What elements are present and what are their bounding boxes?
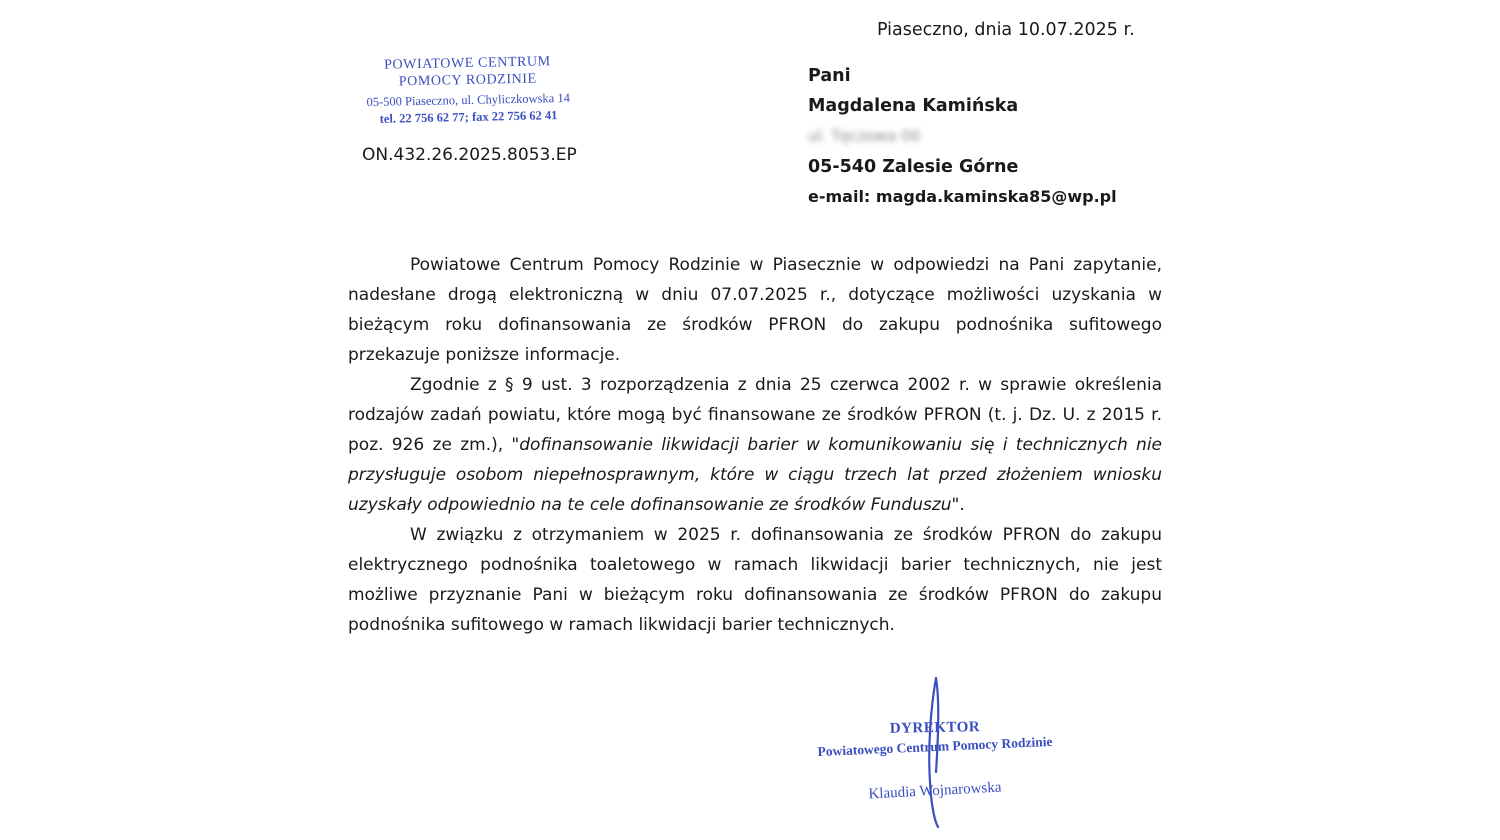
- stamp-line-1: POWIATOWE CENTRUM: [383, 54, 551, 73]
- letter-body: [348, 250, 1162, 640]
- body-paragraph-3: W związku z otrzymaniem w 2025 r. dofinansowania ze środków PFRON do zakupu elektrycznego podnośnika toaletowego w ramach likwidacji barier technicznych, nie jest możliwe przyznanie Pani w bieżącym roku dofinansowania ze środków PFRON do zakupu podnośnika sufitowego w ramach likwidacji barier technicznych.: [348, 525, 1162, 635]
- p2-end: .: [959, 495, 965, 515]
- recipient-email: e-mail: magda.kaminska85@wp.pl: [808, 187, 1117, 206]
- organization-stamp: [342, 52, 593, 128]
- body-paragraph-1: Powiatowe Centrum Pomocy Rodzinie w Piasecznie w odpowiedzi na Pani zapytanie, nadesłane drogą elektroniczną w dniu 07.07.2025 r., dotyczące możliwości uzyskania w bieżącym roku dofinansowania ze środków PFRON do zakupu podnośnika sufitowego przekazuje poniższe informacje.: [348, 255, 1162, 365]
- p2-intro: Zgodnie z § 9 ust. 3 rozporządzenia z dnia 25 czerwca 2002 r. w sprawie określenia rodzajów zadań powiatu, które mogą być finansowane ze środków PFRON (t. j. Dz. U. z 2015 r. poz. 926 ze zm.),: [348, 375, 1162, 455]
- recipient-street-redacted: ul. Tęczowa 00: [808, 127, 921, 145]
- recipient-salutation: Pani: [808, 66, 851, 86]
- signature-block: [805, 719, 1065, 803]
- signature-name: Klaudia Wojnarowska: [868, 779, 1002, 803]
- recipient-city: 05-540 Zalesie Górne: [808, 157, 1019, 177]
- recipient-name: Magdalena Kamińska: [808, 96, 1019, 116]
- stamp-address: 05-500 Piaseczno, ul. Chyliczkowska 14: [366, 90, 571, 110]
- stamp-phone: tel. 22 756 62 77; fax 22 756 62 41: [379, 108, 558, 126]
- body-paragraph-2: [348, 370, 1162, 520]
- signature-organization: Powiatowego Centrum Pomocy Rodzinie: [817, 733, 1053, 760]
- signature-title: DYREKTOR: [889, 719, 981, 737]
- regulation-quote: "dofinansowanie likwidacji barier w komunikowaniu się i technicznych nie przysługuje osobom niepełnosprawnym, które w ciągu trzech lat przed złożeniem wniosku uzyskały odpowiednio na te cele dofinansowanie ze środków Funduszu": [348, 435, 1162, 515]
- reference-number: ON.432.26.2025.8053.EP: [362, 145, 577, 165]
- stamp-line-2: POMOCY RODZINIE: [398, 71, 537, 90]
- letter-date: Piaseczno, dnia 10.07.2025 r.: [877, 20, 1135, 40]
